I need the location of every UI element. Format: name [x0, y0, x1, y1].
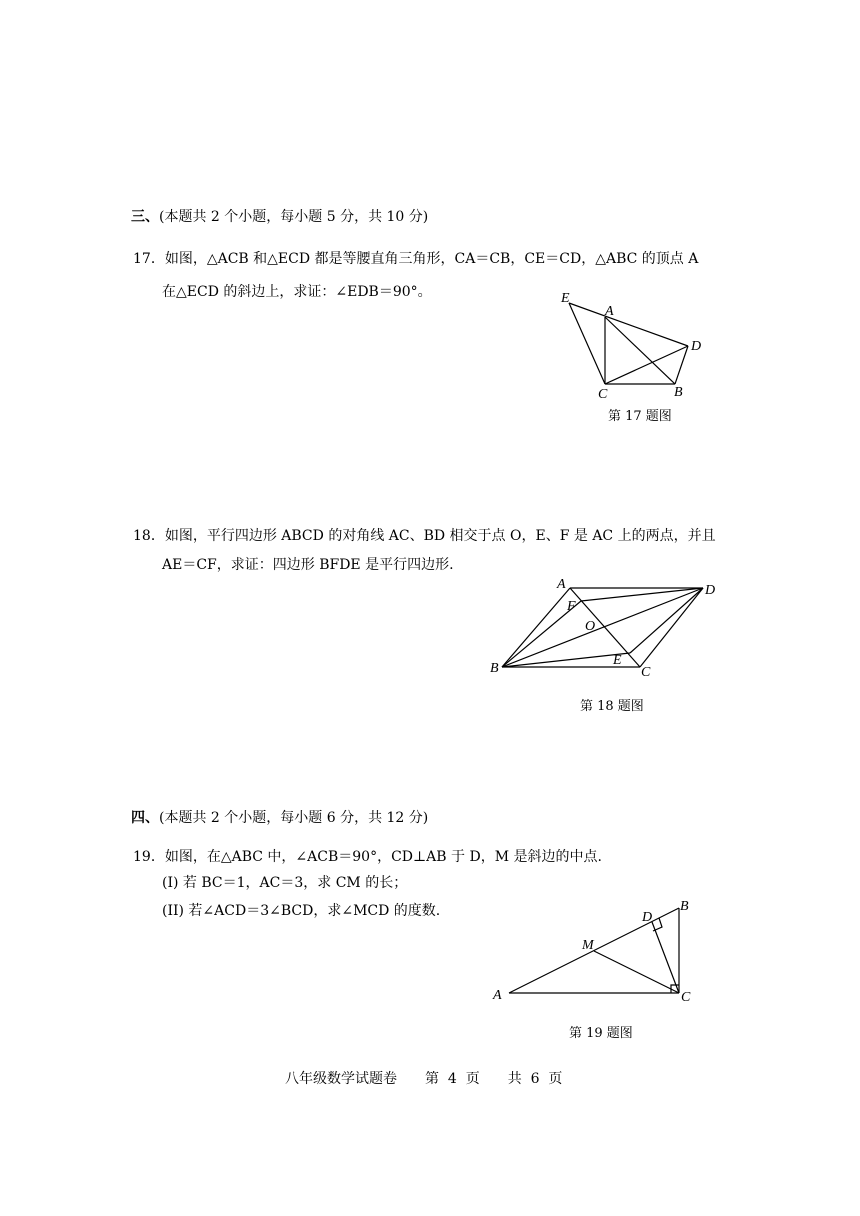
q19-text-1: 如图，在△ABC 中，∠ACB＝90°，CD⊥AB 于 D，M 是斜边的中点. [164, 849, 602, 865]
q19-line1 [133, 848, 602, 866]
q18-caption: 第 18 题图 [580, 699, 644, 714]
q18-segment-BD [502, 588, 703, 667]
q18-label-E: E [613, 653, 622, 668]
q17-label-A: A [605, 304, 614, 319]
q18-text-1: 如图，平行四边形 ABCD 的对角线 AC、BD 相交于点 O，E、F 是 AC 上的两点，并且 [164, 528, 716, 544]
q17-caption: 第 17 题图 [608, 409, 672, 424]
q18-label-D: D [705, 583, 716, 598]
q18-label-B: B [490, 661, 499, 676]
q18-label-O: O [585, 619, 596, 634]
q18-segment-ED [630, 588, 703, 653]
q19-number: 19． [133, 849, 165, 865]
q19-segment-DC [652, 922, 679, 993]
section-4-number: 四、 [131, 810, 159, 826]
q17-number: 17． [133, 251, 165, 267]
q18-figure [485, 572, 725, 680]
q19-segment-MC [594, 951, 679, 993]
q19-part1: (I) 若 BC＝1，AC＝3，求 CM 的长； [162, 875, 408, 891]
section-3-heading [131, 208, 428, 226]
q19-figure [490, 895, 705, 1007]
q17-line1 [133, 250, 698, 268]
q19-label-D: D [642, 910, 653, 925]
q19-label-M: M [582, 938, 594, 953]
q17-figure [555, 288, 715, 403]
q19-label-B: B [680, 899, 689, 914]
q18-line2: AE＝CF，求证：四边形 BFDE 是平行四边形. [162, 557, 454, 573]
q18-number: 18． [133, 528, 165, 544]
q19-part2: (II) 若∠ACD＝3∠BCD，求∠MCD 的度数. [162, 903, 441, 919]
q18-segment-AB [502, 588, 570, 667]
section-4-text: (本题共 2 个小题，每小题 6 分，共 12 分) [159, 810, 429, 826]
q18-segment-FD [581, 588, 703, 601]
q18-label-F: F [567, 599, 576, 614]
q17-text-1: 如图，△ACB 和△ECD 都是等腰直角三角形，CA＝CB，CE＝CD，△ABC 的顶点 A [164, 251, 699, 267]
section-3-number: 三、 [131, 209, 159, 225]
q17-label-C: C [598, 387, 608, 402]
section-3-text: (本题共 2 个小题，每小题 5 分，共 10 分) [159, 209, 429, 225]
q17-label-D: D [691, 339, 702, 354]
q17-segment-AB [605, 317, 675, 384]
q19-label-A: A [493, 988, 502, 1003]
q19-label-C: C [681, 990, 691, 1005]
q17-label-B: B [674, 385, 683, 400]
q18-line1 [133, 527, 716, 545]
q17-line2: 在△ECD 的斜边上，求证：∠EDB＝90°。 [162, 284, 432, 300]
q17-label-E: E [561, 291, 570, 306]
q19-caption: 第 19 题图 [569, 1026, 633, 1041]
q18-label-A: A [557, 577, 566, 592]
q18-label-C: C [641, 665, 651, 680]
page-footer: 八年级数学试题卷 第 4 页 共 6 页 [285, 1071, 563, 1087]
q17-segment-EC [569, 303, 605, 384]
section-4-heading [131, 809, 428, 827]
q17-segment-DC [605, 346, 688, 384]
